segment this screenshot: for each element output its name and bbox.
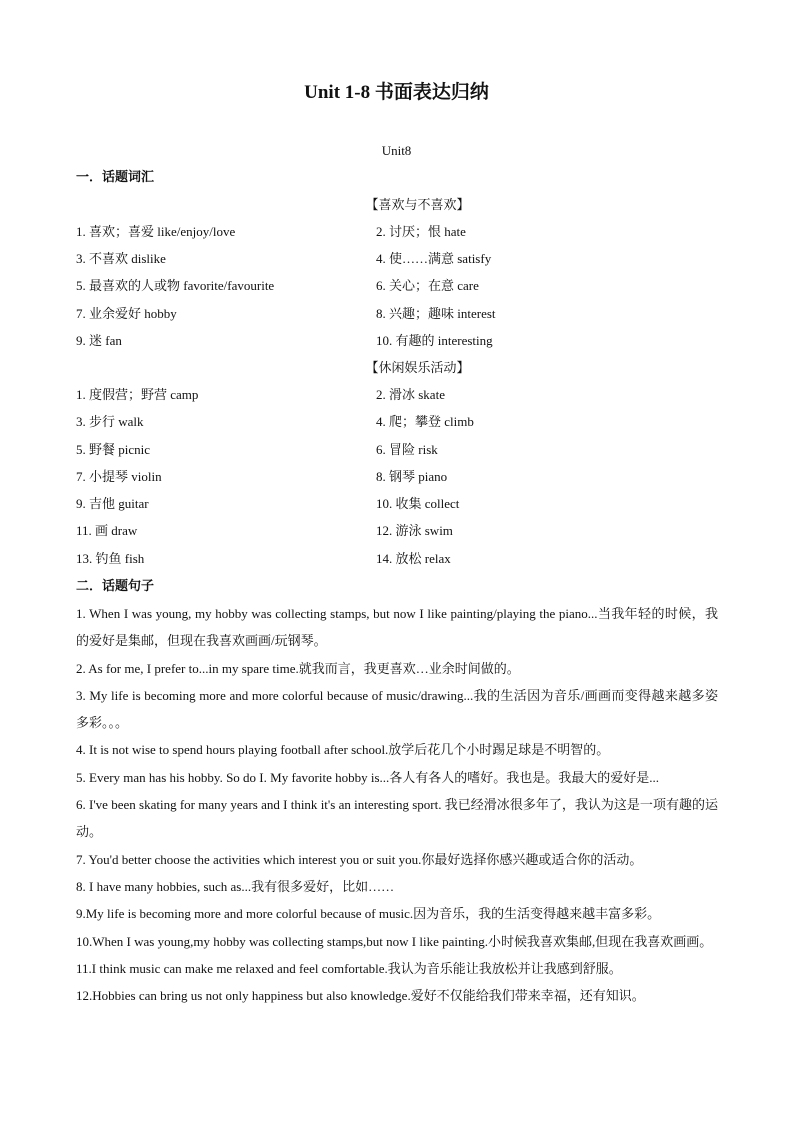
vocab-item: 8. 钢琴 piano (376, 469, 448, 484)
vocab-item: 7. 小提琴 violin (76, 469, 162, 484)
vocab-item: 4. 使……满意 satisfy (376, 251, 492, 266)
vocab-item: 11. 画 draw (76, 523, 138, 538)
vocab-item: 2. 滑冰 skate (376, 387, 445, 402)
vocab-item: 6. 关心；在意 care (376, 278, 479, 293)
sentence-item: 5. Every man has his hobby. So do I. My favorite hobby is...各人有各人的嗜好。我也是。我最大的爱好是... (76, 769, 660, 785)
group-heading-likes-dislikes: 【喜欢与不喜欢】 (365, 197, 470, 212)
vocab-item: 3. 步行 walk (76, 414, 144, 429)
sentence-item: 6. I've been skating for many years and I think it's an interesting sport. 我已经滑冰很多年了，我认为这是一项有趣的运动。 (76, 797, 718, 840)
unit-label: Unit8 (381, 143, 412, 158)
sentence-list (76, 600, 718, 1009)
sentence-item: 9.My life is becoming more and more colorful because of music.因为音乐，我的生活变得越来越丰富多彩。 (76, 906, 661, 922)
vocab-item: 6. 冒险 risk (376, 442, 438, 457)
vocab-item: 12. 游泳 swim (376, 523, 453, 538)
section-heading-vocabulary: 一．话题词汇 (76, 169, 155, 184)
sentence-item: 7. You'd better choose the activities which interest you or suit you.你最好选择你感兴趣或适合你的活动。 (76, 851, 643, 867)
vocab-item: 10. 有趣的 interesting (376, 333, 493, 348)
sentence-item: 10.When I was young,my hobby was collecting stamps,but now I like painting.小时候我喜欢集邮,但现在我喜欢画画。 (76, 933, 713, 949)
vocab-item: 2. 讨厌；恨 hate (376, 224, 466, 239)
section-heading-sentences: 二．话题句子 (76, 578, 155, 593)
vocab-item: 3. 不喜欢 dislike (76, 251, 166, 266)
page-title: Unit 1-8 书面表达归纳 (304, 82, 489, 103)
vocab-item: 14. 放松 relax (376, 551, 451, 566)
vocab-item: 4. 爬；攀登 climb (376, 414, 474, 429)
vocab-item: 9. 吉他 guitar (76, 496, 149, 511)
vocab-item: 8. 兴趣；趣味 interest (376, 306, 496, 321)
vocab-item: 10. 收集 collect (376, 496, 460, 511)
vocab-item: 5. 野餐 picnic (76, 442, 151, 457)
sentence-item: 12.Hobbies can bring us not only happiness but also knowledge.爱好不仅能给我们带来幸福，还有知识。 (76, 988, 645, 1004)
group-heading-leisure-activities: 【休闲娱乐活动】 (365, 360, 470, 375)
sentence-item: 2. As for me, I prefer to...in my spare time.就我而言，我更喜欢…业余时间做的。 (76, 660, 520, 676)
sentence-item: 4. It is not wise to spend hours playing football after school.放学后花几个小时踢足球是不明智的。 (76, 742, 610, 758)
vocab-item: 1. 度假营；野营 camp (76, 387, 199, 402)
vocab-item: 5. 最喜欢的人或物 favorite/favourite (76, 278, 275, 293)
vocab-item: 7. 业余爱好 hobby (76, 306, 177, 321)
sentence-item: 3. My life is becoming more and more colorful because of music/drawing...我的生活因为音乐/画画而变得越来越多姿多彩。。。 (76, 687, 718, 731)
vocab-item: 13. 钓鱼 fish (76, 551, 145, 566)
sentence-item: 11.I think music can make me relaxed and feel comfortable.我认为音乐能让我放松并让我感到舒服。 (76, 960, 622, 976)
sentence-item: 8. I have many hobbies, such as...我有很多爱好，比如…… (76, 878, 395, 894)
vocab-item: 9. 迷 fan (76, 333, 122, 348)
vocab-item: 1. 喜欢；喜爱 like/enjoy/love (76, 224, 236, 239)
sentence-item: 1. When I was young, my hobby was collecting stamps, but now I like painting/playing the piano...当我年轻的时候，我的爱好是集邮，但现在我喜欢画画/玩钢琴。 (76, 606, 718, 649)
